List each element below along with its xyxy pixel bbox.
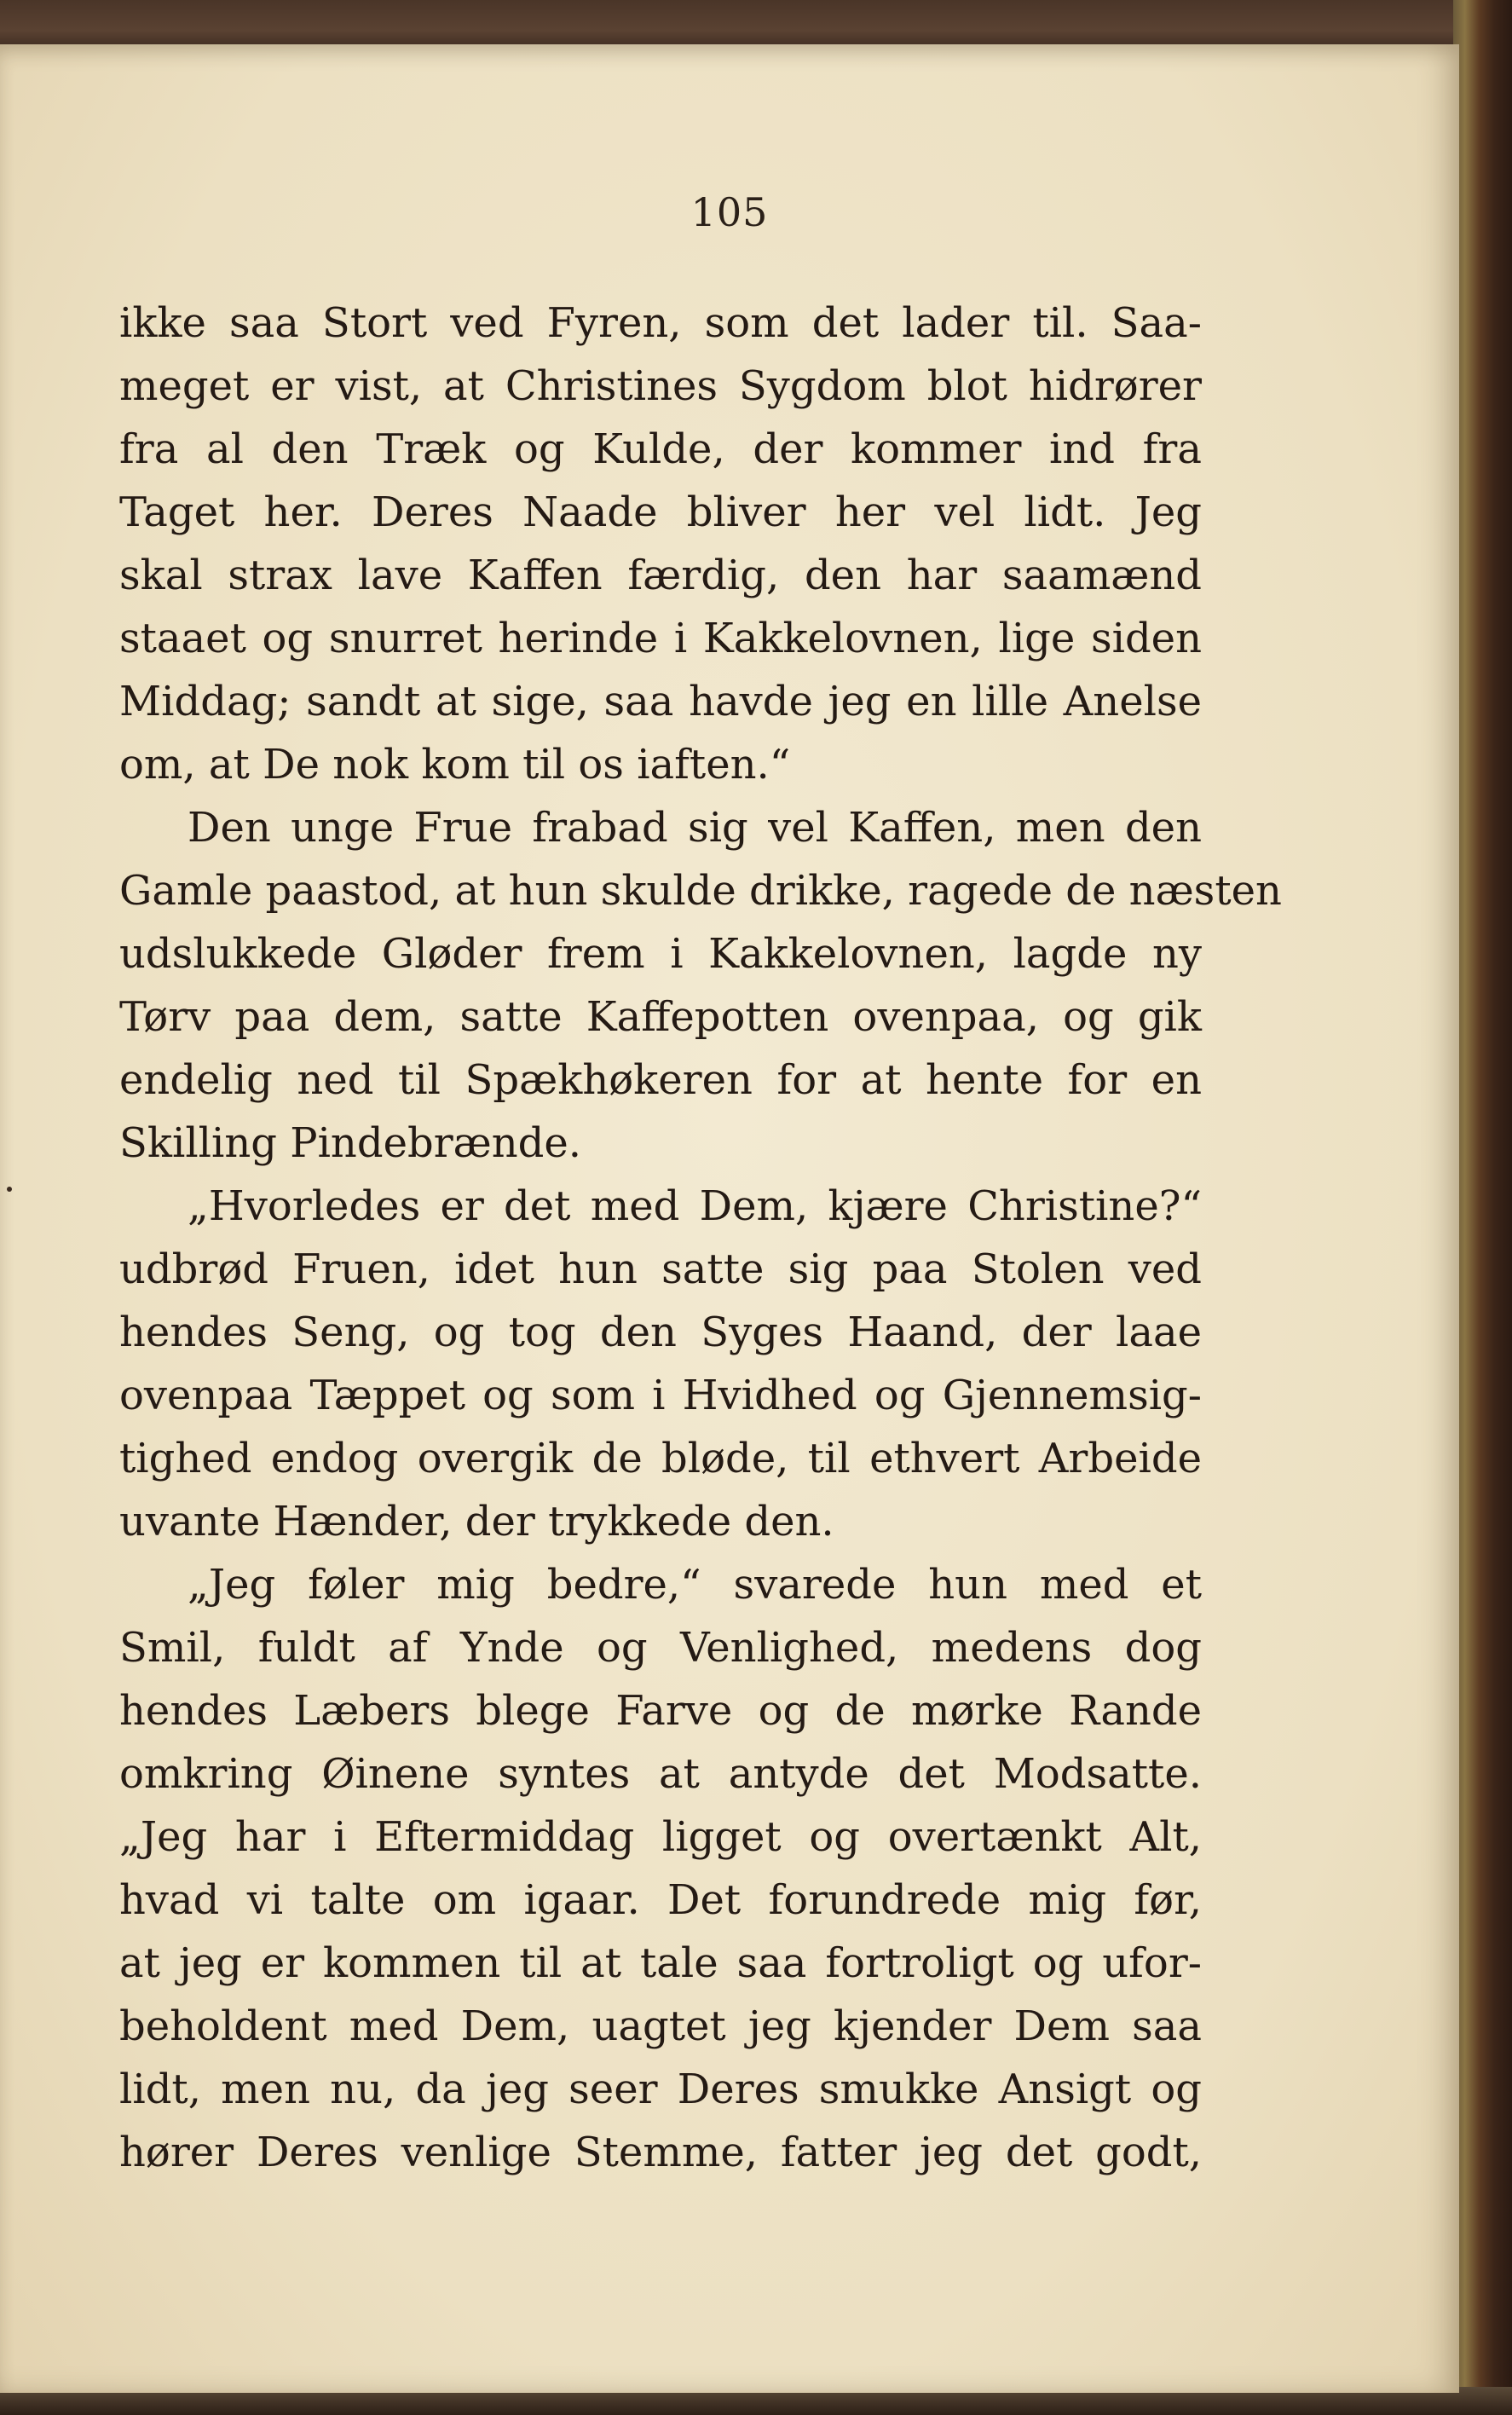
paragraph-start-line: „Jeg føler mig bedre,“ svarede hun med et (188, 1561, 1202, 1609)
text-line: skal strax lave Kaffen færdig, den har saamænd (119, 552, 1202, 599)
text-line: ovenpaa Tæppet og som i Hvidhed og Gjennemsig- (119, 1372, 1202, 1419)
text-line: „Jeg har i Eftermiddag ligget og overtænkt Alt, (119, 1813, 1202, 1861)
book-top-edge (0, 0, 1512, 51)
paragraph-start-line: „Hvorledes er det med Dem, kjære Christine?“ (188, 1182, 1202, 1230)
book-spine-edge (1453, 0, 1512, 2415)
text-line: omkring Øinene syntes at antyde det Modsatte. (119, 1750, 1202, 1798)
text-line: Taget her. Deres Naade bliver her vel lidt. Jeg (119, 488, 1202, 536)
text-line: staaet og snurret herinde i Kakkelovnen, lige siden (119, 615, 1202, 662)
text-line: meget er vist, at Christines Sygdom blot hidrører (119, 362, 1202, 410)
text-line: ikke saa Stort ved Fyren, som det lader til. Saa- (119, 299, 1202, 347)
text-line: hendes Seng, og tog den Syges Haand, der laae (119, 1309, 1202, 1356)
text-line: at jeg er kommen til at tale saa fortroligt og ufor- (119, 1939, 1202, 1987)
text-line: udslukkede Gløder frem i Kakkelovnen, lagde ny (119, 930, 1202, 978)
text-line: beholdent med Dem, uagtet jeg kjender Dem saa (119, 2002, 1202, 2050)
text-line: uvante Hænder, der trykkede den. (119, 1498, 834, 1545)
text-line: hvad vi talte om igaar. Det forundrede mig før, (119, 1876, 1202, 1924)
text-line: Tørv paa dem, satte Kaffepotten ovenpaa, og gik (119, 993, 1202, 1041)
paragraph-start-line: Den unge Frue frabad sig vel Kaffen, men den (188, 804, 1202, 852)
text-line: Middag; sandt at sige, saa havde jeg en lille Anelse (119, 678, 1202, 725)
text-line: Smil, fuldt af Ynde og Venlighed, medens dog (119, 1624, 1202, 1672)
text-line: udbrød Fruen, idet hun satte sig paa Stolen ved (119, 1245, 1202, 1293)
margin-speck (7, 1187, 12, 1192)
text-line: hører Deres venlige Stemme, fatter jeg det godt, (119, 2129, 1202, 2176)
text-line: fra al den Træk og Kulde, der kommer ind fra (119, 425, 1202, 473)
body-text (119, 292, 1282, 2184)
text-line: Gamle paastod, at hun skulde drikke, ragede de næsten (119, 867, 1282, 915)
text-line: om, at De nok kom til os iaften.“ (119, 741, 791, 789)
page-number: 105 (690, 189, 769, 235)
text-line: Skilling Pindebrænde. (119, 1119, 582, 1167)
text-line: hendes Læbers blege Farve og de mørke Rande (119, 1687, 1202, 1735)
text-line: lidt, men nu, da jeg seer Deres smukke Ansigt og (119, 2065, 1202, 2113)
text-line: tighed endog overgik de bløde, til ethvert Arbeide (119, 1435, 1202, 1482)
text-line: endelig ned til Spækhøkeren for at hente for en (119, 1056, 1202, 1104)
book-page (0, 44, 1459, 2393)
